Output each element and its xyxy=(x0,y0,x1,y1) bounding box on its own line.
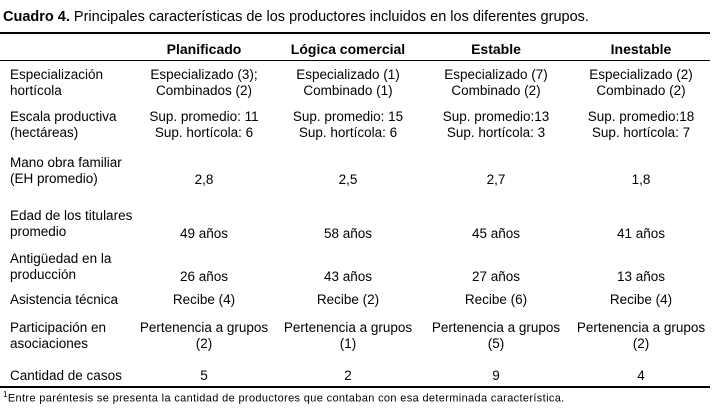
column-header-planificado: Planificado xyxy=(166,41,242,57)
table-cell: 58 años xyxy=(323,226,373,241)
footnote-text: Entre paréntesis se presenta la cantidad de productores que contaban con esa determinada característica. xyxy=(7,392,565,405)
table-cell: Sup. promedio:13 Sup. hortícola: 3 xyxy=(442,109,550,140)
table-cell: Pertenencia a grupos (2) xyxy=(139,320,269,351)
table-cell: Especializado (3); Combinados (2) xyxy=(150,67,258,98)
table-cell: Sup. promedio: 11 Sup. hortícola: 6 xyxy=(149,109,259,140)
table-cell: 5 xyxy=(200,368,208,383)
table-cell: Recibe (4) xyxy=(609,292,673,307)
row-label: Antigüedad en la producción xyxy=(10,251,112,282)
row-label: Participación en asociaciones xyxy=(10,320,107,351)
table-cell: 2,7 xyxy=(486,172,506,187)
top-rule xyxy=(0,32,710,34)
header-rule xyxy=(0,60,710,61)
table-cell: Pertenencia a grupos (5) xyxy=(431,320,561,351)
table-cell: 49 años xyxy=(179,226,229,241)
table-cell: 41 años xyxy=(616,226,666,241)
table-cell: Recibe (6) xyxy=(464,292,528,307)
column-header-inestable: Inestable xyxy=(610,41,672,57)
bottom-rule xyxy=(0,386,710,388)
table-cell: Especializado (2) Combinado (2) xyxy=(589,67,693,98)
table-cell: Pertenencia a grupos (2) xyxy=(576,320,706,351)
caption-number: Cuadro 4. xyxy=(3,9,70,25)
table-cell: 2 xyxy=(344,368,352,383)
row-label: Mano obra familiar (EH promedio) xyxy=(10,155,122,186)
table-caption xyxy=(3,9,589,25)
row-label: Especialización hortícola xyxy=(10,67,104,98)
row-label: Asistencia técnica xyxy=(10,292,119,307)
table-cell: 43 años xyxy=(323,269,373,284)
row-label: Cantidad de casos xyxy=(10,368,122,383)
column-header-logica-comercial: Lógica comercial xyxy=(290,41,406,57)
footnote-mark: 1 xyxy=(3,390,8,399)
table-cell: 26 años xyxy=(179,269,229,284)
table-cell: 4 xyxy=(637,368,645,383)
table-cell: Especializado (7) Combinado (2) xyxy=(444,67,548,98)
table-cell: 13 años xyxy=(616,269,666,284)
column-header-estable: Estable xyxy=(471,41,521,57)
table-cell: 45 años xyxy=(471,226,521,241)
row-label: Edad de los titulares promedio xyxy=(10,208,133,239)
table-cell: Recibe (2) xyxy=(316,292,380,307)
table-cell: 9 xyxy=(492,368,500,383)
footnote xyxy=(3,390,565,405)
table-cell: Sup. promedio:18 Sup. hortícola: 7 xyxy=(587,109,695,140)
table-cell: Sup. promedio: 15 Sup. hortícola: 6 xyxy=(292,109,404,140)
table-cell: Recibe (4) xyxy=(172,292,236,307)
table-cell: 27 años xyxy=(471,269,521,284)
table-cell: 2,8 xyxy=(194,172,214,187)
table-cell: Pertenencia a grupos (1) xyxy=(283,320,413,351)
table-cell: 2,5 xyxy=(338,172,358,187)
row-label: Escala productiva (hectáreas) xyxy=(10,109,117,140)
caption-text: Principales características de los productores incluidos en los diferentes grupos. xyxy=(69,9,589,25)
table-cell: 1,8 xyxy=(631,172,651,187)
table-cell: Especializado (1) Combinado (1) xyxy=(296,67,400,98)
